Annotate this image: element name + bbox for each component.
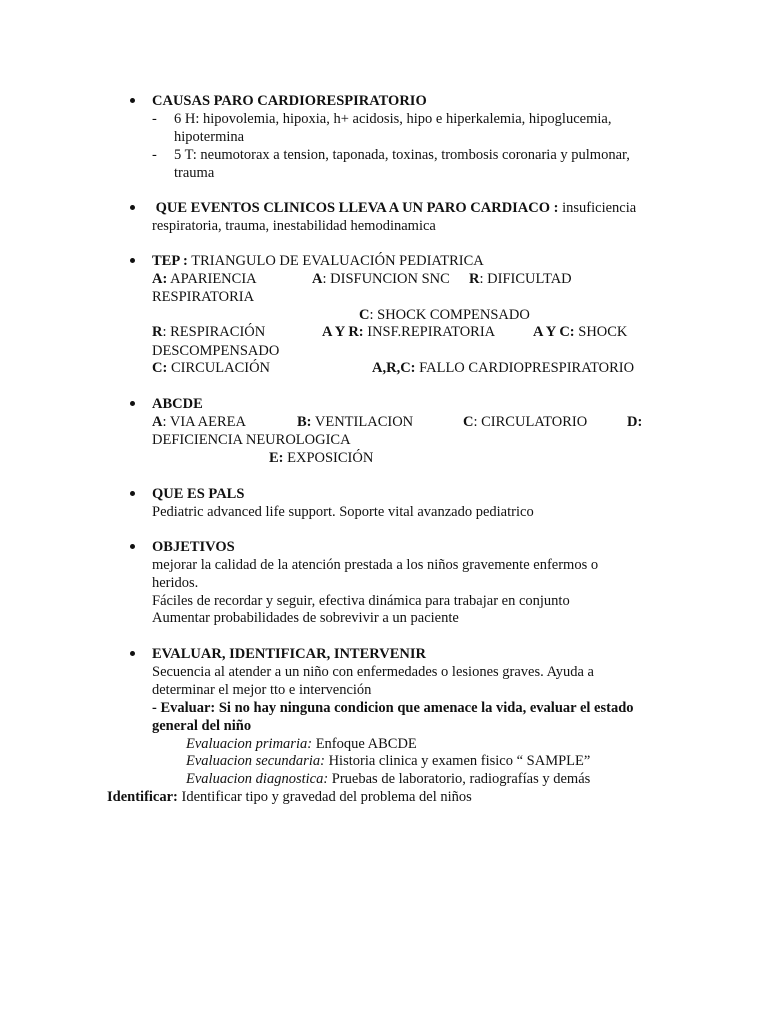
abcde-circulatorio: C: CIRCULATORIO [463, 414, 588, 430]
objetivos-line-3: Fáciles de recordar y seguir, efectiva dinámica para trabajar en conjunto [152, 593, 570, 609]
bullet-icon [130, 544, 135, 549]
evaluacion-diagnostica: Evaluacion diagnostica: Pruebas de laboratorio, radiografías y demás [186, 771, 591, 787]
abcde-deficiencia: DEFICIENCIA NEUROLOGICA [152, 432, 351, 448]
objetivos-line-2: heridos. [152, 575, 199, 591]
objetivos-line-1: mejorar la calidad de la atención prestada a los niños gravemente enfermos o [152, 557, 599, 573]
tep-descompensado: DESCOMPENSADO [152, 343, 280, 359]
evaluacion-primaria: Evaluacion primaria: Enfoque ABCDE [186, 736, 417, 752]
causas-5t-line-2: trauma [174, 165, 215, 181]
tep-shock-compensado: C: SHOCK COMPENSADO [359, 307, 530, 323]
pals-heading: QUE ES PALS [152, 486, 245, 502]
bullet-icon [130, 258, 135, 263]
evaluar-line-3: - Evaluar: Si no hay ninguna condicion que amenace la vida, evaluar el estado [152, 700, 634, 716]
bullet-icon [130, 205, 135, 210]
dash-marker: - [152, 111, 157, 127]
eventos-line-1 [152, 199, 636, 217]
pals-text: Pediatric advanced life support. Soporte vital avanzado pediatrico [152, 504, 534, 520]
abcde-d-label: D: [627, 414, 643, 430]
bullet-icon [130, 651, 135, 656]
tep-circulacion: C: CIRCULACIÓN [152, 360, 271, 376]
eventos-line-2: respiratoria, trauma, inestabilidad hemodinamica [152, 218, 436, 234]
identificar-line: Identificar: Identificar tipo y gravedad del problema del niños [107, 789, 472, 805]
evaluacion-secundaria: Evaluacion secundaria: Historia clinica y examen fisico “ SAMPLE” [186, 753, 591, 769]
tep-heading: TEP : TRIANGULO DE EVALUACIÓN PEDIATRICA [152, 253, 484, 269]
tep-dificultad: R: DIFICULTAD [469, 271, 572, 287]
abcde-via-aerea: A: VIA AEREA [152, 414, 247, 430]
bullet-icon [130, 98, 135, 103]
causas-6h-line-1: 6 H: hipovolemia, hipoxia, h+ acidosis, hipo e hiperkalemia, hipoglucemia, [174, 111, 612, 127]
abcde-heading: ABCDE [152, 396, 203, 412]
eventos-heading: QUE EVENTOS CLINICOS LLEVA A UN PARO CARDIACO : [155, 200, 559, 216]
causas-heading: CAUSAS PARO CARDIORESPIRATORIO [152, 93, 427, 109]
evaluar-heading: EVALUAR, IDENTIFICAR, INTERVENIR [152, 646, 426, 662]
tep-fallo: A,R,C: FALLO CARDIOPRESPIRATORIO [372, 360, 635, 376]
causas-5t-line-1: 5 T: neumotorax a tension, taponada, toxinas, trombosis coronaria y pulmonar, [174, 147, 630, 163]
tep-disfuncion: A: DISFUNCION SNC [312, 271, 450, 287]
eventos-text: insuficiencia [562, 200, 637, 216]
objetivos-heading: OBJETIVOS [152, 539, 235, 555]
evaluar-line-1: Secuencia al atender a un niño con enfermedades o lesiones graves. Ayuda a [152, 664, 594, 680]
objetivos-line-4: Aumentar probabilidades de sobrevivir a un paciente [152, 610, 459, 626]
tep-apariencia: A: APARIENCIA [152, 271, 257, 287]
causas-6h-line-2: hipotermina [174, 129, 245, 145]
tep-respiratoria: RESPIRATORIA [152, 289, 255, 305]
dash-marker: - [152, 147, 157, 163]
tep-shock: A Y C: SHOCK [533, 324, 628, 340]
bullet-icon [130, 401, 135, 406]
evaluar-line-2: determinar el mejor tto e intervención [152, 682, 372, 698]
abcde-exposicion: E: EXPOSICIÓN [269, 450, 374, 466]
tep-insf-respiratoria: A Y R: INSF.REPIRATORIA [322, 324, 496, 340]
bullet-icon [130, 491, 135, 496]
evaluar-line-4: general del niño [152, 718, 252, 734]
abcde-ventilacion: B: VENTILACION [297, 414, 414, 430]
tep-respiracion: R: RESPIRACIÓN [152, 324, 266, 340]
